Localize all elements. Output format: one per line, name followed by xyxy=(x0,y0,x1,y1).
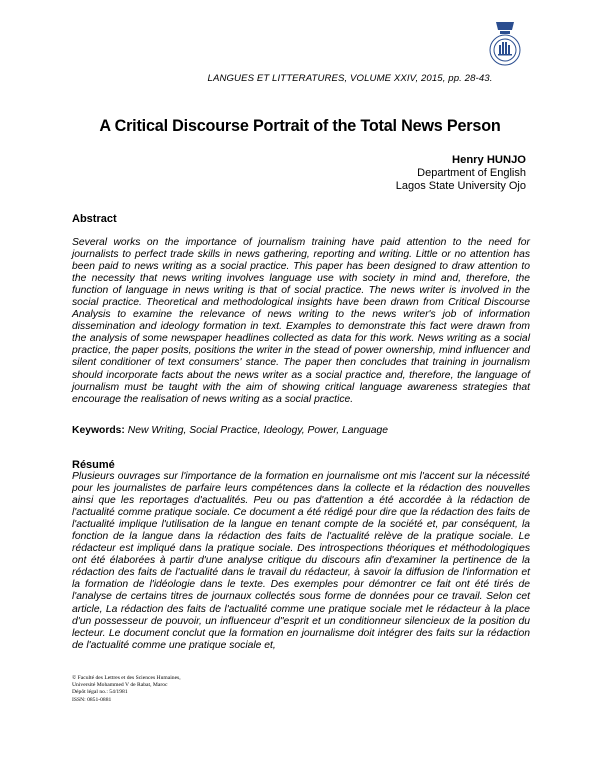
keywords-list: New Writing, Social Practice, Ideology, Power, Language xyxy=(124,425,389,436)
footer-line-1: © Faculté des Lettres et des Sciences Humaines, xyxy=(72,675,181,681)
resume-heading: Résumé xyxy=(72,459,115,471)
author-institution: Lagos State University Ojo xyxy=(395,180,526,193)
footer-line-3: Dépôt légal no.: 54/1981 xyxy=(72,689,128,696)
footer-line-4: ISSN: 0851-0881 xyxy=(72,696,112,703)
author-block xyxy=(396,154,526,194)
author-department: Department of English xyxy=(417,167,526,180)
university-logo xyxy=(488,16,522,70)
author-name: Henry HUNJO xyxy=(452,154,526,166)
journal-citation: LANGUES ET LITTERATURES, VOLUME XXIV, 2015, pp. 28-43. xyxy=(207,73,493,84)
copyright-footer xyxy=(72,675,181,704)
paper-title: A Critical Discourse Portrait of the Total News Person xyxy=(99,117,501,135)
resume-body: Plusieurs ouvrages sur l'importance de la formation en journalisme ont mis l'accent sur la nécessité pour les journalistes de parfaire leurs compétences dans la collecte et la rédaction des nouvelles ainsi que les reportages d'actualités. Peu ou pas d'attention a été accordée à la rédaction de l'actualité comme pratique sociale. Ce document a été rédigé pour dire que la rédaction des faits de l'actualité implique l'utilisation de la langue en tenant compte de la société et, par conséquent, la fonction de la langue dans la rédaction des faits de l'actualité relève de la pratique sociale. Le rédacteur est impliqué dans la pratique sociale. Des introspections théoriques et méthodologiques ont été élaborées à partir d'une analyse critique du discours afin d'examiner la pertinence de la rédaction des faits de l'actualité dans le travail du rédacteur, à savoir la diffusion de l'information et la formation de l'idéologie dans le texte. Des exemples pour démontrer ce fait ont été tirés de l'analyse de certains titres de journaux collectés sous forme de données pour ce travail. Selon cet article, La rédaction des faits de l'actualité comme une pratique sociale met le rédacteur à la place d'un possesseur de pouvoir, un influenceur d"esprit et un conditionneur silencieux de la position du lecteur. Le document conclut que la formation en journalisme doit intégrer des faits sur la rédaction de l'actualité comme une pratique sociale et, xyxy=(72,471,530,651)
abstract-heading: Abstract xyxy=(72,213,117,225)
keywords-label: Keywords: xyxy=(72,425,125,436)
keywords xyxy=(72,425,532,437)
abstract-body: Several works on the importance of journalism training have paid attention to the need for journalists to perfect trade skills in news gathering, reporting and writing. Little or no attention has been paid to news writing as a social practice. This paper has been designed to draw attention to the necessity that news writing involves language use with society in mind and, therefore, the function of language in news writing is that of social practice. The news writer is involved in the social practice. Theoretical and methodological insights have been drawn from Critical Discourse Analysis to examine the relevance of news writing to the news writer's job of information dissemination and ideology formation in text. Examples to demonstrate this fact were drawn from the analysis of some newspaper headlines collected as data for this work. News writing as a social practice, the paper posits, positions the writer in the stead of power ownership, mind influencer and silent conditioner of text consumers' stance. The paper then concludes that training in journalism should incorporate facts about the news writer as a social practice and, therefore, the language of journalism must be taught with the aim of showing critical language awareness strategies that encourage the realisation of news writing as a social practice. xyxy=(72,237,530,405)
footer-line-2: Université Mohammed V de Rabat, Maroc xyxy=(72,682,168,689)
